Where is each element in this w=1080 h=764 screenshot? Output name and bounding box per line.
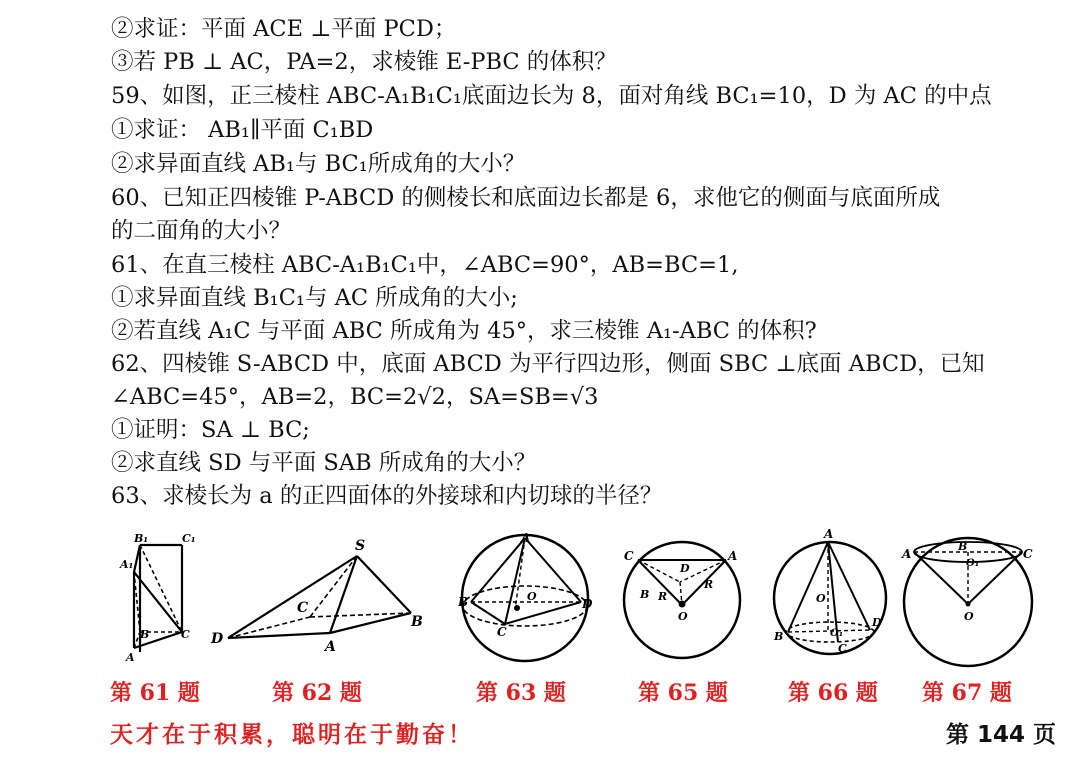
vertex-label: O [816, 592, 826, 605]
text-line: 60、已知正四棱锥 P-ABCD 的侧棱长和底面边长都是 6，求他它的侧面与底面所成 [111, 185, 941, 211]
vertex-label: D [872, 616, 882, 629]
figure-67-sphere [900, 520, 1040, 670]
vertex-label: O [527, 590, 537, 603]
vertex-label: B [640, 588, 650, 601]
vertex-label: O [964, 610, 974, 623]
vertex-label: B [458, 595, 469, 609]
text-line: 63、求棱长为 a 的正四面体的外接球和内切球的半径？ [111, 483, 663, 509]
vertex-label: S [355, 538, 366, 554]
vertex-label: C₁ [182, 532, 196, 545]
text-line: ③若 PB ⊥ AC，PA=2，求棱锥 E-PBC 的体积？ [111, 49, 617, 75]
figure-62-pyramid [205, 520, 435, 670]
text-line: ②求直线 SD 与平面 SAB 所成角的大小？ [111, 450, 537, 476]
vertex-label: D [582, 597, 593, 611]
text-line: ②求异面直线 AB₁与 BC₁所成角的大小？ [111, 151, 526, 177]
vertex-label: C [297, 600, 309, 616]
text-line: ①求异面直线 B₁C₁与 AC 所成角的大小; [111, 285, 518, 311]
vertex-label: B₁ [134, 532, 149, 545]
figure-66-sphere [770, 520, 894, 670]
vertex-label: A [728, 549, 738, 563]
vertex-label: D [211, 631, 224, 647]
figure-caption: 第 65 题 [638, 680, 728, 706]
figure-caption: 第 66 题 [788, 680, 878, 706]
page-num: 144 [976, 722, 1025, 748]
vertex-label: C [838, 642, 847, 655]
vertex-label: C [497, 625, 507, 639]
vertex-label: A [521, 531, 531, 545]
text-line: 62、四棱锥 S-ABCD 中，底面 ABCD 为平行四边形，侧面 SBC ⊥底面 ABCD，已知 [111, 351, 985, 377]
vertex-label: O₁ [966, 558, 980, 569]
text-line: ②若直线 A₁C 与平面 ABC 所成角为 45°，求三棱锥 A₁-ABC 的体积? [111, 318, 817, 344]
figure-caption: 第 63 题 [476, 680, 566, 706]
text-line: 59、如图，正三棱柱 ABC-A₁B₁C₁底面边长为 8，面对角线 BC₁=10，D 为 AC 的中点 [111, 83, 992, 109]
vertex-label: B [774, 630, 784, 643]
vertex-label: R [704, 578, 714, 591]
figure-caption: 第 67 题 [922, 680, 1012, 706]
footer-motto: 天才在于积累，聪明在于勤奋！ [110, 721, 474, 748]
page-number [946, 716, 1056, 749]
text-line: ②求证：平面 ACE ⊥平面 PCD； [111, 16, 457, 42]
figure-65-sphere [618, 520, 748, 670]
figure-63-sphere [455, 520, 595, 670]
text-line: ①证明：SA ⊥ BC; [111, 417, 310, 443]
text-line: 的二面角的大小？ [111, 218, 292, 244]
vertex-label: C [1023, 547, 1033, 561]
vertex-label: D [680, 562, 690, 575]
figure-caption: 第 62 题 [272, 680, 362, 706]
text-line: ∠ABC=45°，AB=2，BC=2√2，SA=SB=√3 [111, 384, 599, 410]
vertex-label: A [325, 639, 336, 655]
vertex-label: B [140, 628, 150, 641]
vertex-label: O₁ [830, 628, 844, 639]
vertex-label: A₁ [120, 558, 134, 571]
page-suffix: 页 [1033, 721, 1056, 748]
vertex-label: R [658, 590, 668, 603]
vertex-label: A [824, 527, 834, 541]
vertex-label: B [411, 614, 423, 630]
page-prefix: 第 [945, 721, 969, 748]
vertex-label: A [126, 651, 135, 664]
vertex-label: A [902, 547, 912, 561]
text-line: 61、在直三棱柱 ABC-A₁B₁C₁中，∠ABC=90°，AB=BC=1, [111, 252, 739, 278]
figure-caption: 第 61 题 [110, 680, 200, 706]
vertex-label: C [181, 628, 190, 641]
vertex-label: C [624, 549, 634, 563]
text-line: ①求证： AB₁∥平面 C₁BD [111, 117, 374, 143]
vertex-label: O [678, 610, 688, 623]
vertex-label: B [958, 540, 968, 553]
figure-61-prism [118, 520, 198, 670]
